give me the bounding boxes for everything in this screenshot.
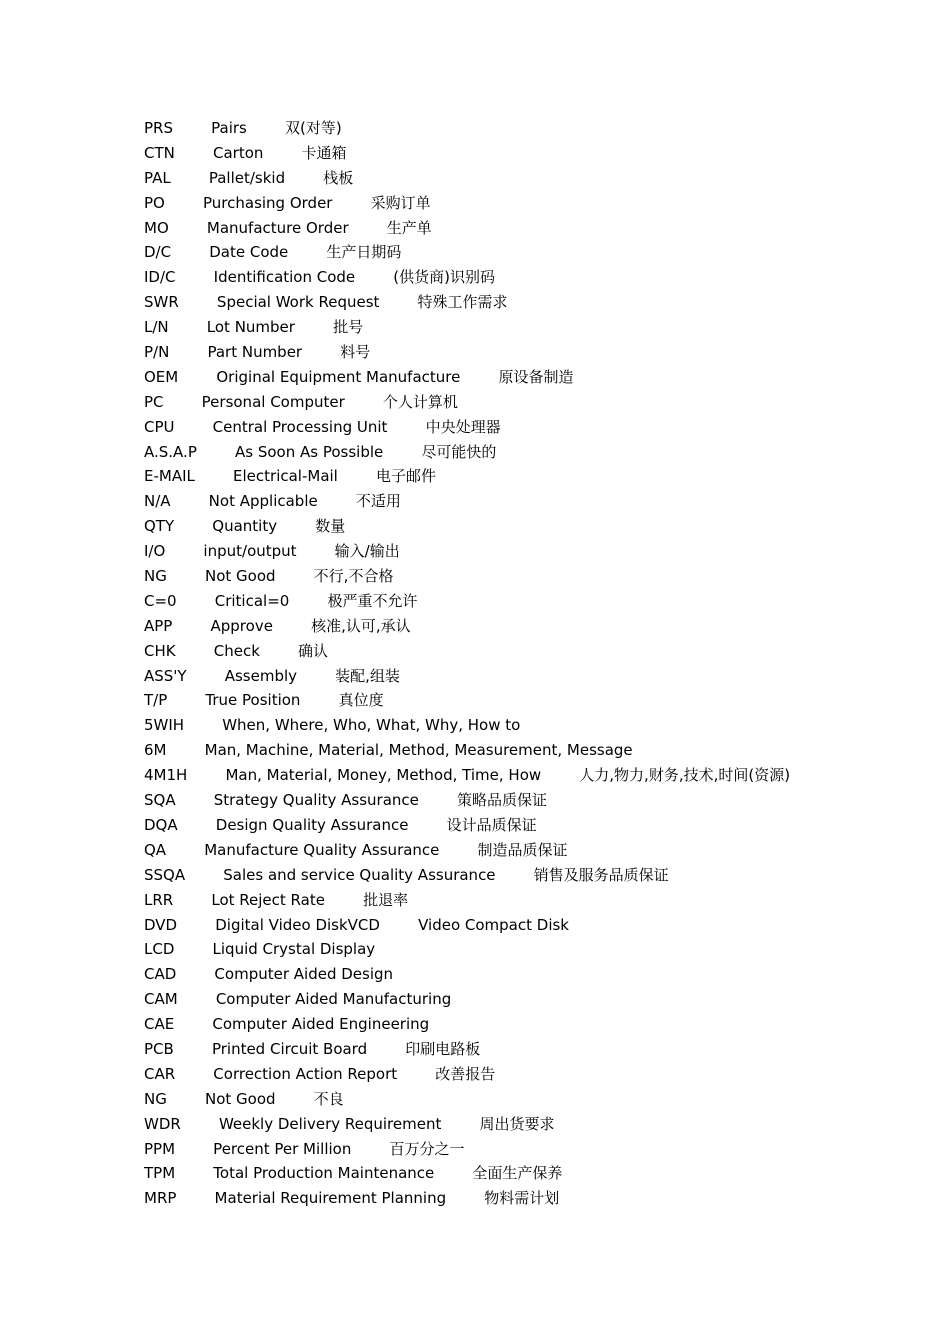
glossary-line: PRS Pairs 双(对等) — [144, 119, 342, 137]
glossary-line: E-MAIL Electrical-Mail 电子邮件 — [144, 467, 436, 486]
glossary-line: CAR Correction Action Report 改善报告 — [144, 1064, 496, 1083]
glossary-line: CAD Computer Aided Design — [144, 965, 394, 984]
glossary-line: DQA Design Quality Assurance 设计品质保证 — [144, 815, 537, 834]
glossary-line: APP Approve 核准,认可,承认 — [144, 616, 411, 635]
glossary-line: PPM Percent Per Million 百万分之一 — [144, 1139, 465, 1158]
glossary-line: LCD Liquid Crystal Display — [144, 940, 376, 959]
glossary-line: WDR Weekly Delivery Requirement 周出货要求 — [144, 1114, 555, 1133]
glossary-line: OEM Original Equipment Manufacture 原设备制造 — [144, 367, 574, 386]
glossary-line: T/P True Position 真位度 — [144, 691, 384, 710]
glossary-line: PC Personal Computer 个人计算机 — [144, 392, 458, 411]
glossary-line: QA Manufacture Quality Assurance 制造品质保证 — [144, 840, 568, 859]
glossary-line: QTY Quantity 数量 — [144, 517, 346, 536]
glossary-line: DVD Digital Video DiskVCD Video Compact Disk — [144, 915, 569, 934]
glossary-line: P/N Part Number 料号 — [144, 343, 371, 362]
glossary-line: TPM Total Production Maintenance 全面生产保养 — [144, 1164, 563, 1183]
glossary-line: ID/C Identification Code (供货商)识别码 — [144, 268, 496, 287]
glossary-line: PCB Printed Circuit Board 印刷电路板 — [144, 1039, 481, 1058]
glossary-line: CHK Check 确认 — [144, 641, 329, 660]
glossary-list — [144, 116, 934, 1211]
glossary-line: CPU Central Processing Unit 中央处理器 — [144, 417, 501, 436]
glossary-line: NG Not Good 不行,不合格 — [144, 567, 394, 586]
glossary-line: PO Purchasing Order 采购订单 — [144, 193, 431, 212]
glossary-line: SWR Special Work Request 特殊工作需求 — [144, 293, 508, 312]
glossary-line: 4M1H Man, Material, Money, Method, Time, How 人力,物力,财务,技术,时间(资源) — [144, 766, 791, 785]
glossary-line: ASS'Y Assembly 装配,组装 — [144, 666, 400, 685]
glossary-line: CTN Carton 卡通箱 — [144, 143, 347, 162]
glossary-line: MRP Material Requirement Planning 物料需计划 — [144, 1189, 560, 1208]
glossary-line: 6M Man, Machine, Material, Method, Measurement, Message — [144, 741, 633, 760]
glossary-line: SSQA Sales and service Quality Assurance 销售及服务品质保证 — [144, 865, 669, 884]
glossary-line: SQA Strategy Quality Assurance 策略品质保证 — [144, 791, 548, 810]
glossary-line: NG Not Good 不良 — [144, 1089, 344, 1108]
glossary-line: L/N Lot Number 批号 — [144, 318, 364, 337]
glossary-line: CAE Computer Aided Engineering — [144, 1015, 430, 1034]
glossary-line: LRR Lot Reject Rate 批退率 — [144, 890, 409, 909]
glossary-line: I/O input/output 输入/输出 — [144, 542, 400, 561]
glossary-line: MO Manufacture Order 生产单 — [144, 218, 432, 237]
glossary-line: PAL Pallet/skid 栈板 — [144, 168, 354, 187]
glossary-line: 5WIH When, Where, Who, What, Why, How to — [144, 716, 521, 735]
glossary-line: N/A Not Applicable 不适用 — [144, 492, 401, 511]
glossary-line: CAM Computer Aided Manufacturing — [144, 990, 452, 1009]
glossary-line: C=0 Critical=0 极严重不允许 — [144, 591, 418, 610]
glossary-line: D/C Date Code 生产日期码 — [144, 243, 402, 262]
glossary-line: A.S.A.P As Soon As Possible 尽可能快的 — [144, 442, 497, 461]
